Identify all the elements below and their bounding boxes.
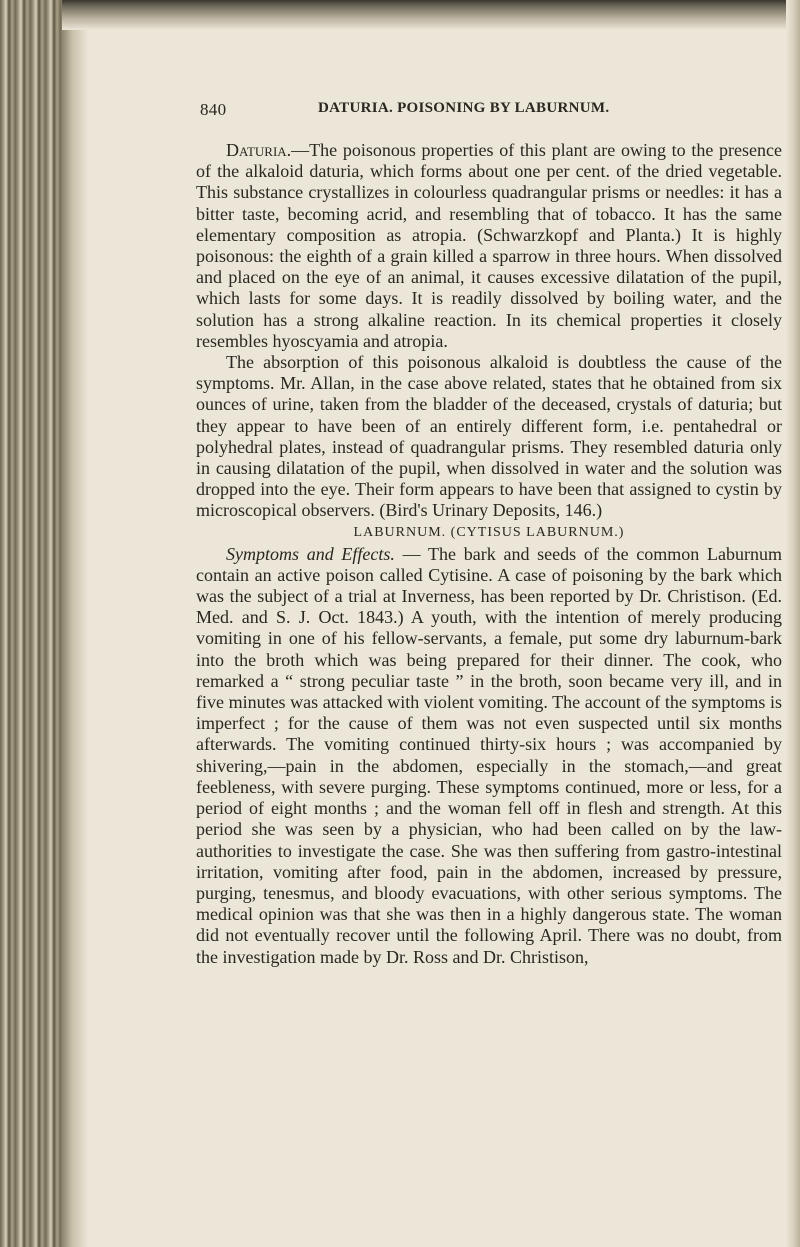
daturia-paragraph-1 xyxy=(196,140,782,352)
running-title: DATURIA. POISONING BY LABURNUM. xyxy=(318,100,610,116)
running-head xyxy=(196,100,782,126)
daturia-heading: Daturia. xyxy=(226,140,292,160)
page-top-edge xyxy=(62,0,800,30)
book-binding xyxy=(0,0,62,1247)
book-page xyxy=(196,100,782,968)
page-right-edge xyxy=(786,0,800,1247)
daturia-text-1: —The poisonous properties of this plant are owing to the presence of the alkaloid daturia, which forms about one per cent. of the dried vegetable. This substance crystallizes in colourless quadrangular prisms or needles: it has a bitter taste, becoming acrid, and resembling that of tobacco. It has the same elementary composition as atropia. (Schwarzkopf and Planta.) It is highly poisonous: the eighth of a grain killed a sparrow in three hours. When dissolved and placed on the eye of an animal, it causes excessive dilatation of the pupil, which lasts for some days. It is readily dissolved by boiling water, and the solution has a strong alkaline reaction. In its chemical properties it closely resembles hyoscyamia and atropia. xyxy=(196,140,782,351)
laburnum-heading: LABURNUM. (CYTISUS LABURNUM.) xyxy=(353,524,625,540)
symptoms-heading: Symptoms and Effects. xyxy=(226,543,395,564)
gutter-shadow xyxy=(62,0,88,1247)
laburnum-text-1: — The bark and seeds of the common Laburnum contain an active poison called Cytisine. A case of poisoning by the bark which was the subject of a trial at Inverness, has been reported by Dr. Christison. (Ed. Med. and S. J. Oct. 1843.) A youth, with the intention of merely producing vomiting in one of his fellow-servants, a female, put some dry laburnum-bark into the broth which was being prepared for their dinner. The cook, who remarked a “ strong peculiar taste ” in the broth, soon became very ill, and in five minutes was attacked with violent vomiting. The account of the symptoms is imperfect ; for the cause of them was not even suspected until six months afterwards. The vomiting continued thirty-six hours ; was accompanied by shivering,—pain in the abdomen, especially in the stomach,—and great feebleness, with severe purging. These symptoms continued, more or less, for a period of eight months ; and the woman fell off in flesh and strength. At this period she was seen by a physician, who had been called on by the law-authorities to investigate the case. She was then suffering from gastro-intestinal irritation, vomiting after food, pain in the abdomen, increased by pressure, purging, tenesmus, and bloody evacuations, with other serious symptoms. The medical opinion was that she was then in a highly dangerous state. The woman did not eventually recover until the following April. There was no doubt, from the investigation made by Dr. Ross and Dr. Christison, xyxy=(196,543,782,967)
daturia-paragraph-2: The absorption of this poisonous alkaloid is doubtless the cause of the symptoms. Mr. Allan, in the case above related, states that he obtained from six ounces of urine, taken from the bladder of the deceased, crystals of daturia; but they appear to have been of an entirely different form, i.e. pentahedral or polyhedral plates, instead of quadrangular prisms. They resembled daturia only in causing dilatation of the pupil, when dissolved in water and the solution was dropped into the eye. Their form appears to have been that assigned to cystin by microscopical observers. (Bird's Urinary Deposits, 146.) xyxy=(196,352,782,521)
page-number: 840 xyxy=(200,100,227,119)
laburnum-paragraph-1 xyxy=(196,544,782,968)
